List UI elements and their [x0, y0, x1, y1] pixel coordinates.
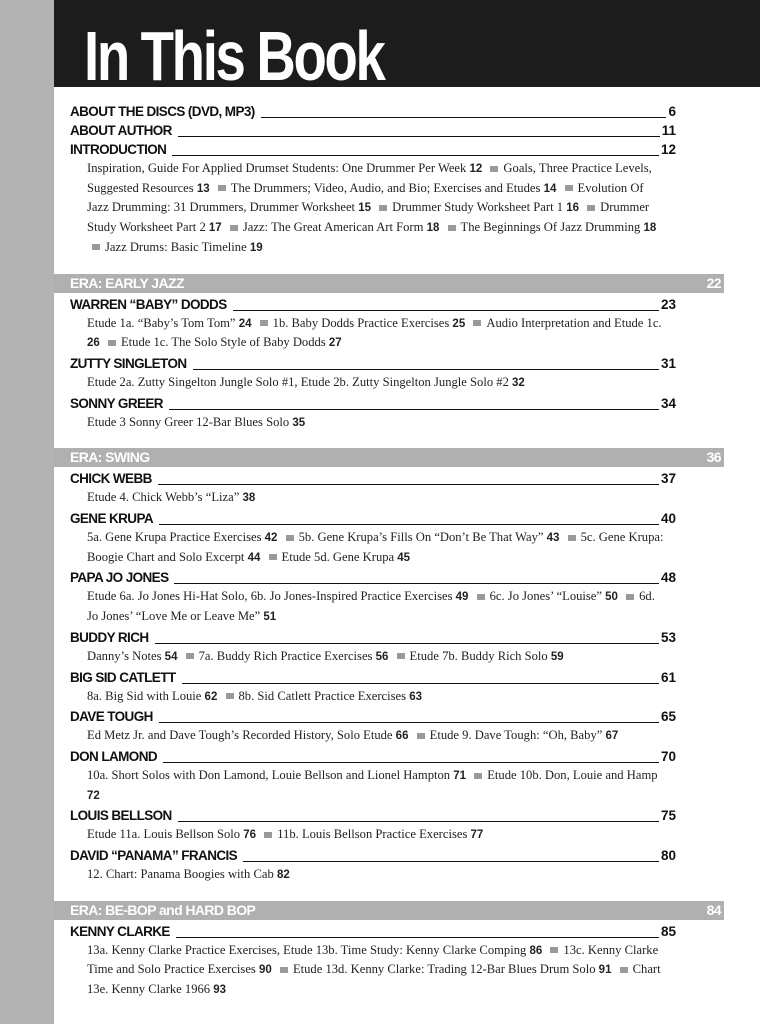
- square-bullet-icon: [264, 832, 272, 838]
- square-bullet-icon: [448, 225, 456, 231]
- sub-item-text: 5b. Gene Krupa’s Fills On “Don’t Be That Way”: [298, 530, 544, 545]
- sub-item-page: 67: [605, 730, 619, 743]
- sub-item-text: Etude 13d. Kenny Clarke: Trading 12-Bar Blues Drum Solo: [292, 962, 596, 977]
- page-header: [54, 0, 760, 87]
- sub-item[interactable]: [299, 530, 560, 544]
- sub-item-text: 8b. Sid Catlett Practice Exercises: [238, 688, 407, 703]
- sub-item[interactable]: [87, 316, 251, 330]
- sub-item-text: The Beginnings Of Jazz Drumming: [460, 220, 641, 235]
- era-page-number: 36: [706, 449, 721, 466]
- sub-item-text: Etude 2a. Zutty Singelton Jungle Solo #1, Etude 2b. Zutty Singelton Jungle Solo #2: [87, 374, 509, 389]
- square-bullet-icon: [397, 653, 405, 659]
- sub-item-text: Danny’s Notes: [87, 648, 162, 663]
- entry-description: [87, 528, 667, 567]
- sub-item-page: 76: [243, 829, 257, 842]
- sub-item[interactable]: [430, 728, 619, 742]
- entry-description: [87, 413, 667, 433]
- square-bullet-icon: [417, 733, 425, 739]
- entry-title: DON LAMOND: [70, 748, 157, 764]
- sub-item-page: 43: [546, 532, 560, 545]
- era-label: ERA: SWING: [70, 449, 150, 466]
- entry-title: BUDDY RICH: [70, 629, 149, 645]
- leader-line: [174, 583, 658, 584]
- toc-entry[interactable]: [70, 668, 676, 687]
- sub-item-page: 66: [395, 730, 409, 743]
- entry-page-number: 48: [660, 570, 676, 586]
- square-bullet-icon: [620, 967, 628, 973]
- square-bullet-icon: [186, 653, 194, 659]
- sub-item-text: Etude 3 Sonny Greer 12-Bar Blues Solo: [87, 414, 290, 429]
- entry-title: GENE KRUPA: [70, 511, 154, 527]
- sub-item-page: 12: [469, 163, 483, 175]
- square-bullet-icon: [218, 185, 226, 191]
- entry-page-number: 85: [660, 923, 676, 939]
- sub-item[interactable]: [490, 589, 618, 603]
- sub-item[interactable]: [461, 220, 657, 234]
- leader-line: [233, 310, 659, 311]
- toc-entry[interactable]: [70, 102, 676, 121]
- sub-item-text: 6d. Jo Jones’ “Love Me or Leave Me”: [87, 589, 655, 624]
- entry-title: DAVE TOUGH: [70, 709, 153, 725]
- sub-item[interactable]: [277, 827, 483, 841]
- sub-item-page: 44: [247, 551, 261, 564]
- leader-line: [182, 683, 659, 684]
- sub-item-page: 49: [455, 591, 469, 604]
- sub-item-page: 15: [358, 202, 372, 215]
- toc-entry[interactable]: [70, 295, 676, 314]
- entry-title: WARREN “BABY” DODDS: [70, 296, 227, 312]
- sub-item[interactable]: [293, 962, 612, 976]
- sub-item-text: 6c. Jo Jones’ “Louise”: [489, 589, 602, 604]
- square-bullet-icon: [490, 166, 498, 172]
- sub-item-text: 12. Chart: Panama Boogies with Cab: [87, 867, 274, 882]
- sub-item[interactable]: [87, 589, 468, 603]
- entry-title: INTRODUCTION: [70, 142, 167, 157]
- sub-item-page: 32: [512, 376, 525, 389]
- entry-page-number: 75: [660, 808, 676, 824]
- leader-line: [178, 136, 660, 137]
- square-bullet-icon: [565, 185, 573, 191]
- toc-entry[interactable]: [70, 140, 676, 159]
- toc-entry[interactable]: [70, 806, 676, 825]
- left-margin-bar: [0, 0, 54, 1024]
- era-heading: [54, 448, 724, 467]
- sub-item-text: 11b. Louis Bellson Practice Exercises: [277, 827, 468, 842]
- sub-item-text: 5a. Gene Krupa Practice Exercises: [87, 530, 262, 545]
- square-bullet-icon: [226, 693, 234, 699]
- sub-item[interactable]: [273, 316, 466, 330]
- sub-item-page: 93: [213, 984, 227, 997]
- square-bullet-icon: [587, 205, 595, 211]
- toc-entry[interactable]: [70, 747, 676, 766]
- entry-title: SONNY GREER: [70, 395, 163, 411]
- sub-item-page: 71: [453, 769, 467, 782]
- sub-item[interactable]: [87, 943, 542, 957]
- sub-item[interactable]: [121, 335, 342, 349]
- sub-item[interactable]: [282, 550, 411, 564]
- square-bullet-icon: [280, 967, 288, 973]
- leader-line: [261, 117, 667, 118]
- sub-item[interactable]: [243, 220, 440, 234]
- square-bullet-icon: [474, 773, 482, 779]
- sub-item-page: 13: [196, 182, 210, 195]
- sub-item[interactable]: [87, 649, 177, 663]
- entry-description: [87, 159, 667, 258]
- sub-item-text: Evolution Of Jazz Drumming: 31 Drummers, Drummer Worksheet: [87, 180, 644, 215]
- entry-description: [87, 488, 667, 508]
- entry-description: [87, 373, 667, 393]
- sub-item-page: 26: [87, 337, 100, 350]
- sub-item-text: 7a. Buddy Rich Practice Exercises: [198, 648, 373, 663]
- sub-item-text: Etude 10b. Don, Louie and Hamp: [487, 767, 658, 782]
- sub-item-text: 13a. Kenny Clarke Practice Exercises, Etude 13b. Time Study: Kenny Clarke Comping: [87, 942, 527, 957]
- entry-title: ABOUT AUTHOR: [70, 123, 172, 138]
- toc-entry[interactable]: [70, 469, 676, 488]
- sub-item-text: Drummer Study Worksheet Part 2: [87, 200, 650, 235]
- square-bullet-icon: [473, 320, 481, 326]
- sub-item-page: 63: [409, 690, 422, 703]
- entry-page-number: 40: [660, 511, 676, 527]
- sub-item-page: 25: [452, 317, 466, 330]
- square-bullet-icon: [92, 244, 100, 250]
- entry-page-number: 37: [660, 471, 676, 487]
- sub-item[interactable]: [199, 649, 389, 663]
- page-title: In This Book: [84, 17, 384, 87]
- sub-item-text: Drummer Study Worksheet Part 1: [392, 200, 564, 215]
- leader-line: [178, 821, 659, 822]
- sub-item-text: The Drummers; Video, Audio, and Bio; Exercises and Etudes: [230, 180, 541, 195]
- entry-description: [87, 687, 667, 707]
- entry-page-number: 6: [668, 104, 676, 119]
- sub-item[interactable]: [87, 827, 256, 841]
- sub-item[interactable]: [231, 181, 557, 195]
- sub-item-page: 24: [238, 317, 252, 330]
- sub-item-text: 5c. Gene Krupa: Boogie Chart and Solo Excerpt: [87, 530, 664, 564]
- sub-item-page: 51: [263, 611, 277, 624]
- sub-item[interactable]: [392, 200, 579, 214]
- sub-item-text: 1b. Baby Dodds Practice Exercises: [272, 315, 450, 330]
- leader-line: [159, 722, 659, 723]
- square-bullet-icon: [108, 340, 116, 346]
- entry-page-number: 53: [660, 629, 676, 645]
- sub-item-page: 56: [375, 650, 389, 663]
- sub-item-text: Jazz Drums: Basic Timeline: [105, 239, 247, 254]
- sub-item-page: 62: [204, 690, 218, 703]
- sub-item-text: Goals, Three Practice Levels, Suggested Resources: [87, 161, 652, 195]
- entry-title: LOUIS BELLSON: [70, 808, 172, 824]
- era-page-number: 84: [706, 901, 721, 918]
- sub-item-text: Etude 1c. The Solo Style of Baby Dodds: [120, 335, 326, 350]
- sub-item-page: 18: [643, 222, 657, 235]
- sub-item-text: Etude 9. Dave Tough: “Oh, Baby”: [429, 728, 603, 743]
- sub-item-page: 77: [470, 829, 484, 842]
- square-bullet-icon: [286, 535, 294, 541]
- toc-entry[interactable]: [70, 922, 676, 941]
- sub-item-page: 54: [164, 650, 178, 663]
- sub-item[interactable]: [87, 768, 466, 782]
- sub-item-page: 72: [87, 789, 100, 802]
- leader-line: [155, 643, 659, 644]
- toc-entry[interactable]: [70, 846, 676, 865]
- sub-item-page: 38: [242, 492, 256, 505]
- sub-item[interactable]: [410, 649, 564, 663]
- toc-entry[interactable]: [70, 568, 676, 587]
- sub-item-page: 50: [605, 591, 618, 604]
- entry-description: [87, 766, 667, 805]
- leader-line: [169, 409, 659, 410]
- entry-page-number: 70: [660, 748, 676, 764]
- sub-item-text: 8a. Big Sid with Louie: [87, 688, 202, 703]
- era-label: ERA: BE-BOP and HARD BOP: [70, 901, 256, 918]
- sub-item-text: Etude 11a. Louis Bellson Solo: [87, 827, 241, 842]
- leader-line: [193, 369, 659, 370]
- sub-item[interactable]: [87, 530, 277, 544]
- sub-item-text: Etude 1a. “Baby’s Tom Tom”: [87, 315, 236, 330]
- entry-title: DAVID “PANAMA” FRANCIS: [70, 848, 238, 864]
- sub-item[interactable]: [105, 240, 263, 254]
- sub-item-page: 91: [598, 964, 612, 977]
- sub-item-text: Audio Interpretation and Etude 1c.: [486, 315, 662, 330]
- entry-description: [87, 941, 667, 1000]
- era-page-number: 22: [706, 274, 721, 291]
- sub-item-page: 90: [258, 964, 272, 977]
- sub-item-page: 17: [208, 222, 222, 235]
- sub-item[interactable]: [87, 867, 290, 881]
- entry-description: [87, 726, 667, 746]
- sub-item-page: 86: [529, 944, 543, 957]
- sub-item-text: Inspiration, Guide For Applied Drumset Students: One Drummer Per Week: [87, 161, 467, 175]
- entry-page-number: 31: [660, 355, 676, 371]
- entry-description: [87, 647, 667, 667]
- sub-item-page: 45: [397, 551, 411, 564]
- entry-title: KENNY CLARKE: [70, 923, 170, 939]
- toc-entry[interactable]: [70, 354, 676, 373]
- entry-description: [87, 314, 667, 353]
- square-bullet-icon: [568, 535, 576, 541]
- sub-item-page: 42: [264, 532, 278, 545]
- square-bullet-icon: [260, 320, 268, 326]
- square-bullet-icon: [269, 554, 277, 560]
- toc-entry[interactable]: [70, 394, 676, 413]
- entry-page-number: 61: [660, 669, 676, 685]
- sub-item-text: Ed Metz Jr. and Dave Tough’s Recorded History, Solo Etude: [87, 728, 393, 743]
- leader-line: [243, 861, 659, 862]
- sub-item-text: Etude 4. Chick Webb’s “Liza”: [87, 490, 240, 505]
- square-bullet-icon: [230, 225, 238, 231]
- square-bullet-icon: [550, 947, 558, 953]
- toc-entry[interactable]: [70, 628, 676, 647]
- sub-item-page: 16: [566, 202, 579, 215]
- square-bullet-icon: [477, 594, 485, 600]
- sub-item-text: Jazz: The Great American Art Form: [242, 220, 424, 235]
- leader-line: [163, 762, 659, 763]
- sub-item[interactable]: [87, 415, 305, 429]
- sub-item[interactable]: [87, 161, 482, 175]
- era-label: ERA: EARLY JAZZ: [70, 274, 184, 291]
- entry-description: [87, 587, 667, 626]
- era-heading: [54, 901, 724, 920]
- entry-page-number: 12: [660, 142, 676, 157]
- entry-title: ABOUT THE DISCS (DVD, MP3): [70, 104, 255, 119]
- sub-item-page: 19: [249, 241, 263, 254]
- entry-title: PAPA JO JONES: [70, 570, 169, 586]
- entry-title: ZUTTY SINGLETON: [70, 355, 187, 371]
- sub-item-page: 35: [292, 416, 306, 429]
- square-bullet-icon: [626, 594, 634, 600]
- era-heading: [54, 274, 724, 293]
- toc-entry[interactable]: [70, 707, 676, 726]
- sub-item[interactable]: [87, 490, 255, 504]
- toc-entry[interactable]: [70, 509, 676, 528]
- sub-item[interactable]: [87, 728, 408, 742]
- entry-title: CHICK WEBB: [70, 471, 152, 487]
- leader-line: [158, 484, 659, 485]
- entry-page-number: 80: [660, 848, 676, 864]
- entry-page-number: 34: [660, 395, 676, 411]
- sub-item-text: 13c. Kenny Clarke Time and Solo Practice Exercises: [87, 942, 659, 977]
- sub-item-text: Etude 7b. Buddy Rich Solo: [409, 648, 548, 663]
- sub-item-page: 82: [276, 869, 290, 882]
- leader-line: [159, 524, 659, 525]
- sub-item-text: Etude 6a. Jo Jones Hi-Hat Solo, 6b. Jo Jones-Inspired Practice Exercises: [87, 589, 453, 604]
- sub-item-text: 10a. Short Solos with Don Lamond, Louie Bellson and Lionel Hampton: [87, 767, 451, 782]
- sub-item[interactable]: [239, 689, 422, 703]
- table-of-contents: [54, 102, 760, 1001]
- entry-page-number: 65: [660, 709, 676, 725]
- toc-entry[interactable]: [70, 121, 676, 140]
- sub-item-text: Chart 13e. Kenny Clarke 1966: [87, 962, 661, 997]
- sub-item-page: 18: [426, 222, 440, 235]
- sub-item[interactable]: [87, 375, 525, 389]
- leader-line: [176, 937, 659, 938]
- entry-description: [87, 825, 667, 845]
- sub-item-page: 59: [550, 650, 564, 663]
- entry-page-number: 11: [661, 123, 676, 138]
- sub-item-page: 27: [328, 337, 342, 350]
- entry-description: [87, 865, 667, 885]
- entry-page-number: 23: [660, 296, 676, 312]
- leader-line: [172, 155, 659, 156]
- entry-title: BIG SID CATLETT: [70, 669, 176, 685]
- square-bullet-icon: [379, 205, 387, 211]
- sub-item-page: 14: [543, 182, 557, 195]
- sub-item-text: Etude 5d. Gene Krupa: [281, 549, 395, 564]
- sub-item[interactable]: [87, 689, 217, 703]
